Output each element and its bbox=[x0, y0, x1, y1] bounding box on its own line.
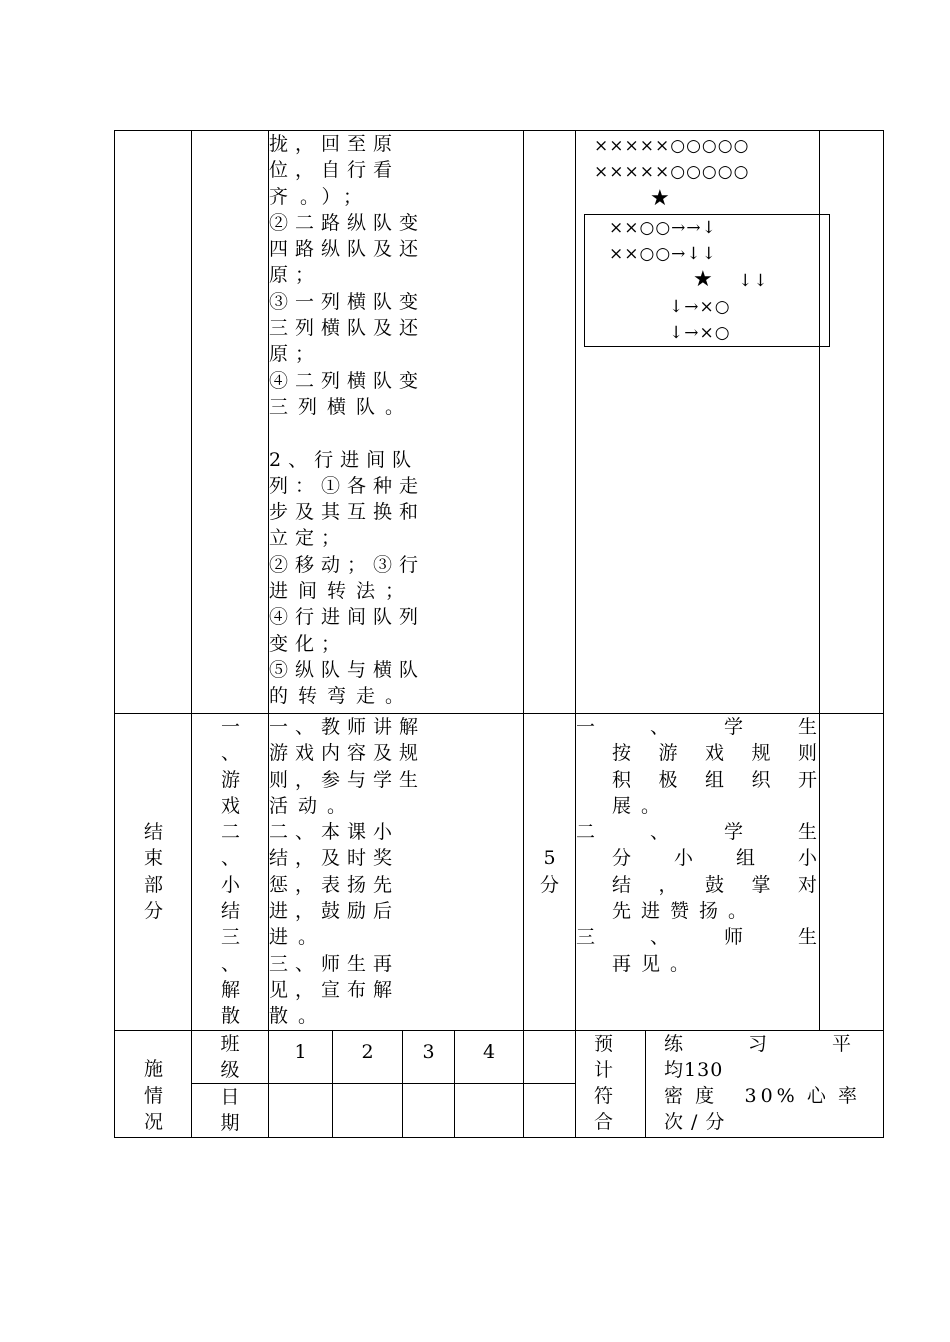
arrow-down-icon: ↓↓ bbox=[738, 270, 769, 291]
text-line: 次/分 bbox=[664, 1111, 733, 1134]
char: 解 bbox=[221, 978, 241, 1001]
table-row bbox=[115, 1030, 884, 1084]
formation-line: ×××××○○○○○ bbox=[594, 136, 750, 156]
forecast-label-cell bbox=[576, 1030, 646, 1137]
char: 期 bbox=[220, 1112, 240, 1135]
forecast-cell bbox=[646, 1030, 884, 1137]
section-cell bbox=[115, 131, 192, 714]
time-unit: 分 bbox=[540, 873, 560, 896]
text-line: 进，鼓励后 bbox=[269, 900, 400, 923]
text-line: 游戏内容及规 bbox=[269, 742, 426, 765]
char: 预 bbox=[594, 1032, 614, 1055]
char: 合 bbox=[594, 1111, 614, 1134]
char: 束 bbox=[144, 847, 164, 870]
text-line: ②移动；③行 bbox=[269, 553, 426, 576]
char: 符 bbox=[594, 1085, 614, 1108]
formation-line: ×××××○○○○○ bbox=[594, 162, 750, 183]
content-cell bbox=[269, 131, 524, 714]
char: 三 bbox=[221, 926, 241, 949]
table-row bbox=[115, 131, 884, 714]
time-cell bbox=[524, 714, 576, 1031]
char: 分 bbox=[144, 900, 164, 923]
char: 情 bbox=[144, 1084, 164, 1107]
char: 部 bbox=[144, 873, 164, 896]
text-line: 位，自行看 bbox=[269, 159, 400, 182]
char: 计 bbox=[594, 1058, 614, 1081]
text-line: 三列横队。 bbox=[269, 395, 415, 418]
text-line: 积极组织开 bbox=[612, 768, 820, 791]
student-activity-cell bbox=[576, 714, 820, 1031]
teacher-star-icon: ★ bbox=[693, 266, 714, 292]
text-line: 步及其互换和 bbox=[269, 501, 426, 524]
text-line: ②二路纵队变 bbox=[269, 211, 426, 234]
char: 二 bbox=[221, 821, 241, 844]
text-line: 2、行进间队 bbox=[269, 448, 419, 471]
text-line: 齐。）； bbox=[269, 185, 375, 208]
time-cell bbox=[524, 131, 576, 714]
item-cell bbox=[192, 131, 269, 714]
text-line: 进间转法； bbox=[269, 580, 415, 603]
table-row bbox=[115, 714, 884, 1031]
char: 施 bbox=[144, 1058, 164, 1081]
char: 、 bbox=[221, 847, 241, 870]
char: 级 bbox=[220, 1058, 240, 1081]
char: 小 bbox=[221, 873, 241, 896]
items-cell bbox=[192, 714, 269, 1031]
text-line: 结，鼓掌对 bbox=[612, 873, 820, 896]
text-line: 原； bbox=[269, 264, 322, 287]
formation-line: ↓→×○ bbox=[669, 322, 731, 343]
text-line: 的转弯走。 bbox=[269, 685, 415, 708]
date-label-cell bbox=[192, 1084, 269, 1138]
class-number: 3 bbox=[403, 1030, 455, 1084]
notes-cell bbox=[820, 714, 884, 1031]
char: 结 bbox=[144, 821, 164, 844]
teacher-star-icon: ★ bbox=[650, 185, 671, 211]
empty-cell bbox=[524, 1030, 576, 1084]
student-item-2 bbox=[576, 819, 819, 924]
text-line: 按游戏规则 bbox=[612, 742, 820, 765]
char: 戏 bbox=[221, 794, 241, 817]
text-line: ④行进间队列 bbox=[269, 606, 426, 629]
student-item-3 bbox=[576, 924, 819, 977]
notes-cell bbox=[820, 131, 884, 714]
text-line: 一、教师讲解 bbox=[269, 716, 426, 738]
formation-line: ↓→×○ bbox=[669, 296, 731, 317]
text-line: 均130 bbox=[664, 1058, 724, 1081]
date-cell bbox=[333, 1084, 403, 1138]
section-label-cell bbox=[115, 714, 192, 1031]
teacher-activity-cell bbox=[269, 714, 524, 1031]
text-line: 则，参与学生 bbox=[269, 768, 426, 791]
implementation-label bbox=[144, 1032, 162, 1135]
text-line: 进。 bbox=[269, 926, 328, 949]
formation-diagram bbox=[576, 131, 819, 347]
date-cell bbox=[269, 1084, 333, 1138]
class-number: 2 bbox=[333, 1030, 403, 1084]
text-line: 见，宣布解 bbox=[269, 978, 400, 1001]
text-line: ③一列横队变 bbox=[269, 290, 426, 313]
content-lines bbox=[269, 131, 523, 710]
text-line: ④二列横队变 bbox=[269, 369, 426, 392]
text-line: 三、师生 bbox=[576, 926, 820, 949]
text-line: 原； bbox=[269, 343, 322, 366]
char: 班 bbox=[220, 1032, 240, 1055]
char: 、 bbox=[221, 952, 241, 975]
text-line: 三列横队及还 bbox=[269, 317, 426, 340]
char: 一 bbox=[221, 716, 241, 738]
class-label-cell bbox=[192, 1030, 269, 1084]
formation-line: ××○○→→↓ bbox=[609, 217, 717, 238]
char: 结 bbox=[221, 900, 241, 923]
char: 散 bbox=[221, 1005, 241, 1028]
text-line: 活动。 bbox=[269, 794, 357, 817]
text-line: 先进赞扬。 bbox=[612, 900, 758, 923]
text-line: 结，及时奖 bbox=[269, 847, 400, 870]
student-item-1 bbox=[576, 714, 819, 819]
lesson-plan-table bbox=[114, 130, 884, 1138]
text-line: 分小组小 bbox=[612, 847, 820, 870]
formation-line bbox=[609, 267, 829, 294]
formation-cell bbox=[576, 131, 820, 714]
section-label bbox=[144, 819, 162, 924]
text-line: ⑤纵队与横队 bbox=[269, 658, 426, 681]
text-line: 一、学生 bbox=[576, 716, 820, 738]
formation-line: ××○○→↓↓ bbox=[609, 243, 717, 264]
text-line: 三、师生再 bbox=[269, 952, 400, 975]
formation-box bbox=[584, 214, 830, 347]
time-value: 5 bbox=[543, 847, 556, 870]
text-line: 二、学生 bbox=[576, 821, 820, 844]
text-line: 四路纵队及还 bbox=[269, 238, 426, 261]
text-line: 拢，回至原 bbox=[269, 133, 400, 155]
class-number: 4 bbox=[455, 1030, 524, 1084]
class-number: 1 bbox=[269, 1030, 333, 1084]
blank-line bbox=[269, 420, 523, 446]
date-cell bbox=[403, 1084, 455, 1138]
text-line: 密度 30%心率 bbox=[664, 1085, 862, 1108]
items-list bbox=[221, 714, 239, 1030]
char: 游 bbox=[221, 768, 241, 791]
char: 日 bbox=[220, 1086, 240, 1109]
text-line: 变化； bbox=[269, 632, 348, 655]
date-cell bbox=[455, 1084, 524, 1138]
text-line: 练习平 bbox=[664, 1032, 862, 1055]
text-line: 散。 bbox=[269, 1005, 328, 1028]
text-line: 立定； bbox=[269, 527, 348, 550]
text-line: 展。 bbox=[612, 794, 671, 817]
text-line: 列：①各种走 bbox=[269, 474, 426, 497]
text-line: 再见。 bbox=[612, 952, 700, 975]
implementation-label-cell bbox=[115, 1030, 192, 1137]
empty-cell bbox=[524, 1084, 576, 1138]
char: 况 bbox=[144, 1110, 164, 1133]
text-line: 二、本课小 bbox=[269, 821, 400, 844]
char: 、 bbox=[221, 742, 241, 765]
text-line: 惩，表扬先 bbox=[269, 873, 400, 896]
